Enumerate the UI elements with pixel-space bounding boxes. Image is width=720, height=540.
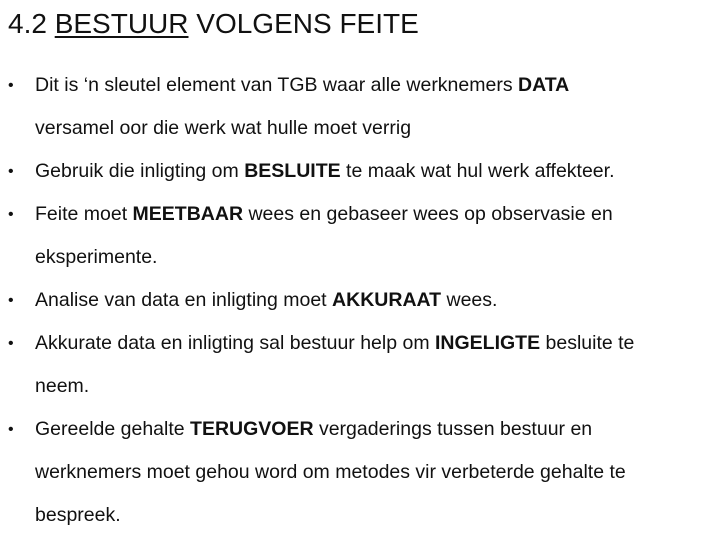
bullet-line [35, 150, 716, 193]
slide-title-prefix: 4.2 [8, 8, 55, 39]
bullet-line [35, 451, 716, 494]
bullet-text: neem. [35, 375, 90, 397]
bullet-line [35, 107, 716, 150]
bullet-text: Feite moet [35, 203, 133, 225]
bullet-keyword: AKKURAAT [332, 289, 442, 311]
bullet-item [0, 408, 720, 537]
bullet-text: bespreek. [35, 504, 121, 526]
bullet-icon: • [8, 292, 14, 309]
bullet-text: te maak wat hul werk affekteer. [340, 160, 615, 182]
slide-title-underlined: BESTUUR [54, 8, 189, 39]
bullet-text: vergaderings tussen bestuur en [313, 418, 593, 440]
bullet-text: Akkurate data en inligting sal bestuur help om [35, 332, 435, 354]
bullet-item [0, 322, 720, 408]
bullet-icon: • [8, 335, 14, 352]
bullet-icon: • [8, 206, 14, 223]
bullet-text: werknemers moet gehou word om metodes vir verbeterde gehalte te [35, 461, 626, 483]
slide-title-suffix: VOLGENS FEITE [188, 8, 419, 39]
bullet-item [0, 279, 720, 322]
bullet-keyword: MEETBAAR [132, 203, 244, 225]
bullet-text: Gebruik die inligting om [35, 160, 245, 182]
bullet-keyword: INGELIGTE [435, 332, 541, 354]
bullet-line [35, 408, 716, 451]
bullet-item [0, 150, 720, 193]
bullet-text: Dit is ‘n sleutel element van TGB waar alle werknemers [35, 74, 518, 96]
bullet-line [35, 365, 716, 408]
bullet-text: Analise van data en inligting moet [35, 289, 333, 311]
bullet-item [0, 64, 720, 150]
bullet-icon: • [8, 77, 14, 94]
bullet-text: eksperimente. [35, 246, 158, 268]
bullet-line [35, 494, 716, 537]
bullet-line [35, 193, 716, 236]
bullet-item [0, 193, 720, 279]
bullet-icon: • [8, 421, 14, 438]
bullet-line [35, 64, 716, 107]
bullet-text: wees. [441, 289, 498, 311]
bullet-list [0, 64, 720, 537]
bullet-text: versamel oor die werk wat hulle moet verrig [35, 117, 412, 139]
bullet-text: besluite te [540, 332, 635, 354]
bullet-icon: • [8, 163, 14, 180]
bullet-keyword: DATA [518, 74, 570, 96]
bullet-keyword: TERUGVOER [190, 418, 314, 440]
bullet-keyword: BESLUITE [244, 160, 341, 182]
bullet-text: Gereelde gehalte [35, 418, 191, 440]
bullet-line [35, 279, 716, 322]
slide-title [8, 6, 419, 42]
bullet-text: wees en gebaseer wees op observasie en [243, 203, 613, 225]
bullet-line [35, 236, 716, 279]
bullet-line [35, 322, 716, 365]
